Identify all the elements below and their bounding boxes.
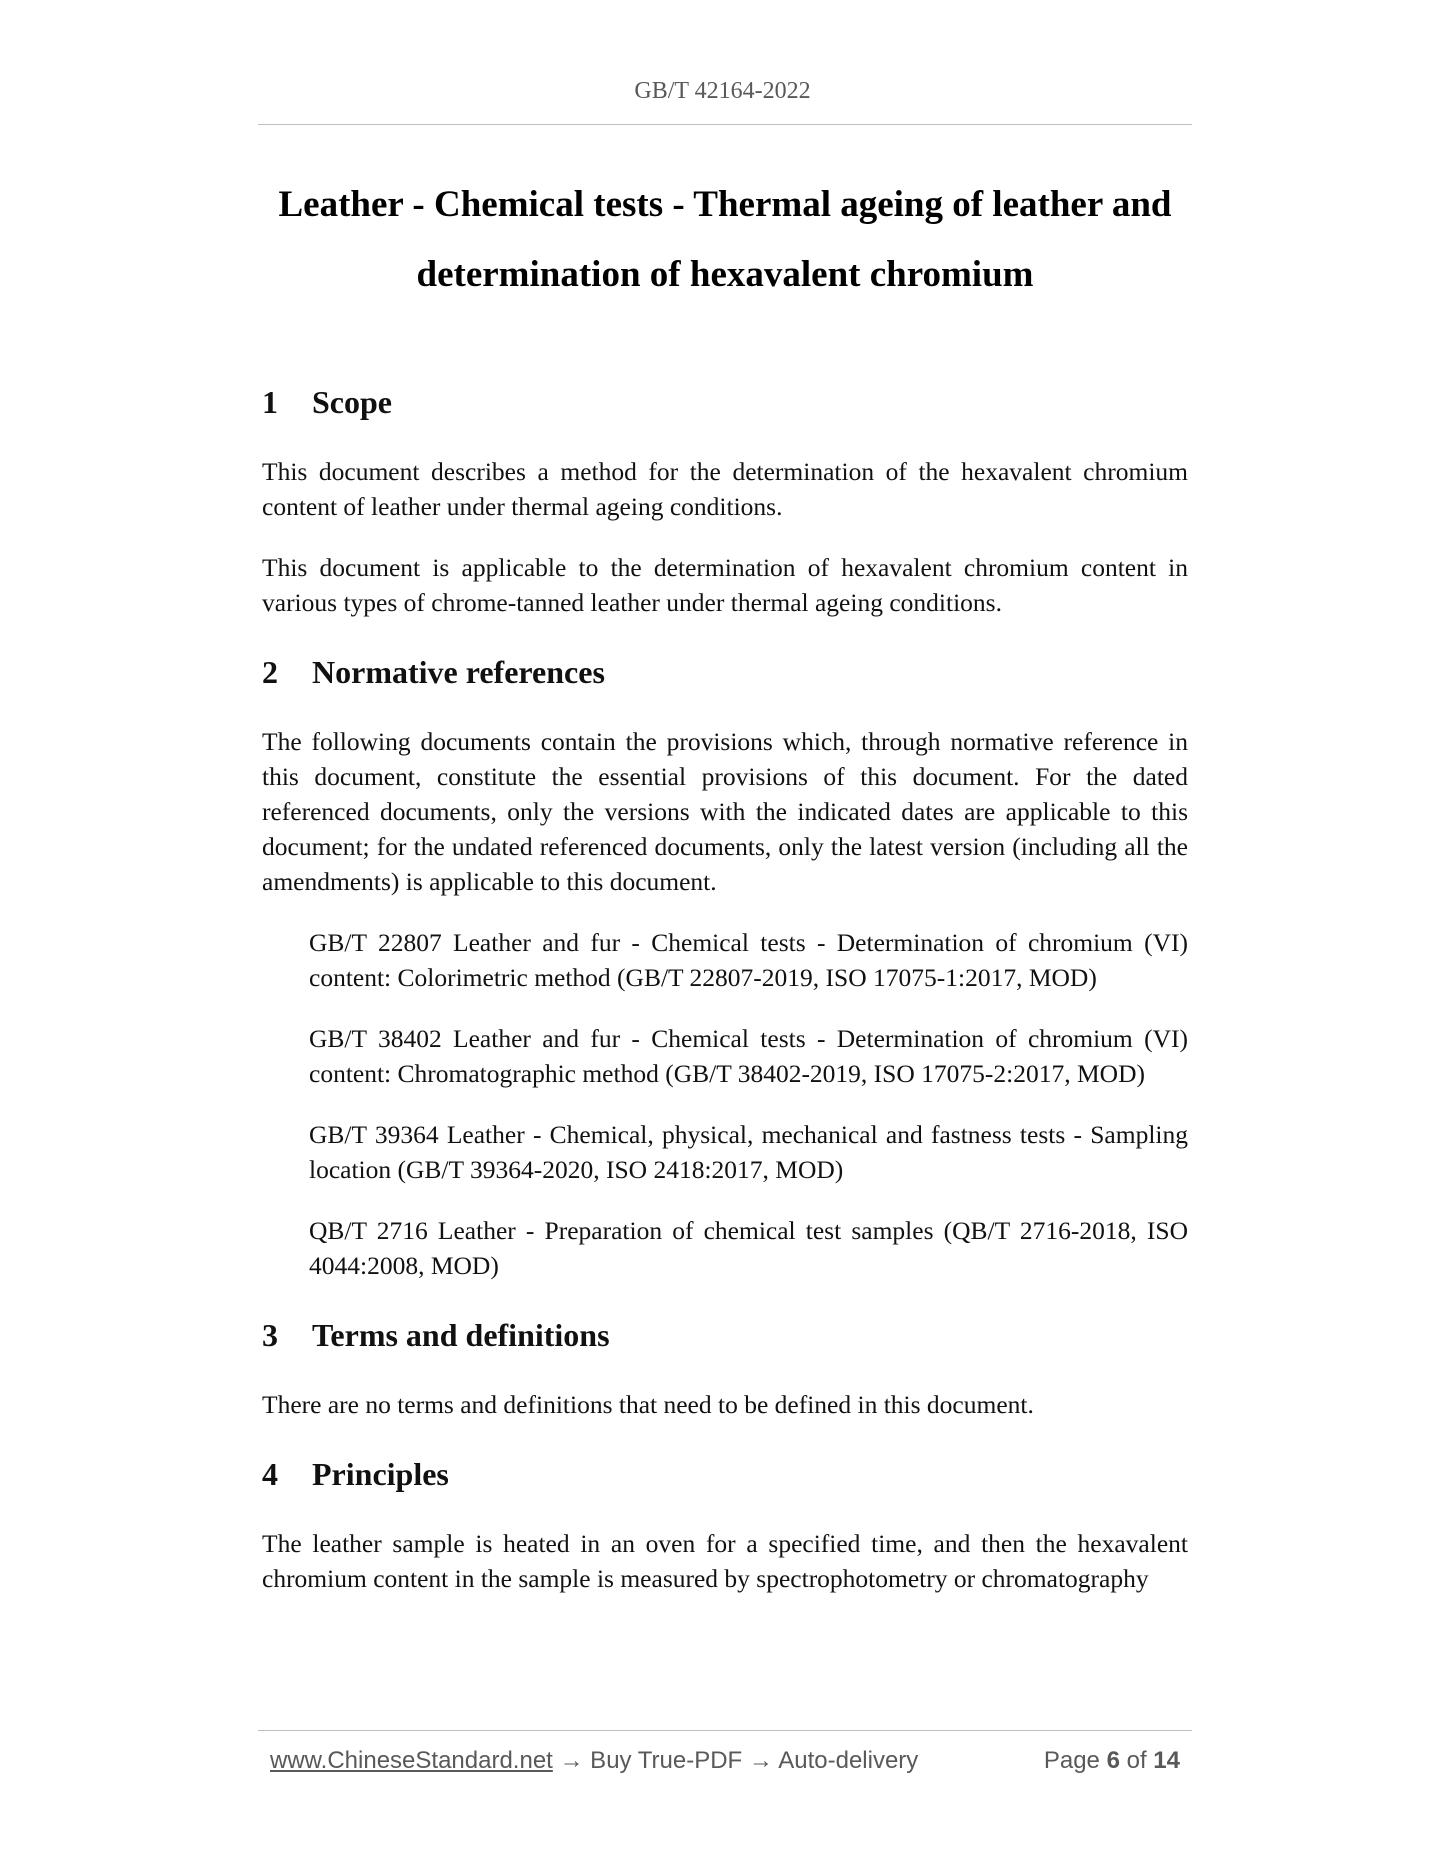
page-label: Page — [1043, 1747, 1100, 1774]
reference-item: GB/T 39364 Leather - Chemical, physical, mechanical and fastness tests - Sampling location (GB/T 39364-2020, ISO 2418:2017, MOD) — [309, 1120, 1188, 1184]
section-title: Normative references — [312, 654, 605, 690]
section-heading-terms-and-definitions — [262, 1313, 1188, 1357]
terms-paragraph: There are no terms and definitions that need to be defined in this document. — [262, 1390, 1034, 1419]
reference-item: GB/T 38402 Leather and fur - Chemical tests - Determination of chromium (VI) content: Chromatographic method (GB/T 38402-2019, ISO 17075-2:2017, MOD) — [309, 1024, 1188, 1088]
section-title: Scope — [312, 384, 392, 420]
section-number: 4 — [262, 1456, 278, 1492]
header-doc-code: GB/T 42164-2022 — [634, 78, 811, 104]
scope-paragraph-2: This document is applicable to the determination of hexavalent chromium content in various types of chrome-tanned leather under thermal ageing conditions. — [262, 553, 1188, 617]
header-rule — [258, 124, 1192, 125]
section-heading-principles — [262, 1452, 1188, 1496]
page-indicator — [1044, 1747, 1180, 1775]
document-body — [262, 380, 1188, 1596]
title-line-2: determination of hexavalent chromium — [416, 254, 1034, 295]
section-number: 3 — [262, 1317, 278, 1353]
section-heading-scope — [262, 380, 1188, 424]
principles-paragraph: The leather sample is heated in an oven for a specified time, and then the hexavalent chromium content in the sample is measured by spectrophotometry or chromatography — [262, 1529, 1188, 1593]
reference-item: GB/T 22807 Leather and fur - Chemical tests - Determination of chromium (VI) content: Colorimetric method (GB/T 22807-2019, ISO 17075-1:2017, MOD) — [309, 928, 1188, 992]
normative-intro-paragraph: The following documents contain the provisions which, through normative reference in this document, constitute the essential provisions of this document. For the dated referenced documents, only the versions with the indicated dates are applicable to this document; for the undated referenced documents, only the latest version (including all the amendments) is applicable to this document. — [262, 727, 1188, 896]
page-current: 6 — [1106, 1747, 1120, 1774]
page-footer — [258, 1747, 1192, 1783]
document-title — [258, 170, 1192, 310]
section-title: Terms and definitions — [312, 1317, 610, 1353]
site-link[interactable]: www.ChineseStandard.net — [270, 1747, 553, 1774]
footer-promo — [270, 1747, 918, 1775]
footer-nav-text: → Buy True-PDF → Auto-delivery — [552, 1747, 919, 1774]
section-number: 1 — [262, 384, 278, 420]
section-heading-normative-references — [262, 650, 1188, 694]
footer-rule — [258, 1730, 1192, 1731]
section-title: Principles — [312, 1456, 449, 1492]
of-label: of — [1126, 1747, 1147, 1774]
page-total: 14 — [1153, 1747, 1180, 1774]
title-line-1: Leather - Chemical tests - Thermal ageing of leather and — [278, 184, 1172, 225]
scope-paragraph-1: This document describes a method for the determination of the hexavalent chromium content of leather under thermal ageing conditions. — [262, 457, 1188, 521]
reference-item: QB/T 2716 Leather - Preparation of chemical test samples (QB/T 2716-2018, ISO 4044:2008, MOD) — [309, 1216, 1188, 1280]
section-number: 2 — [262, 654, 278, 690]
